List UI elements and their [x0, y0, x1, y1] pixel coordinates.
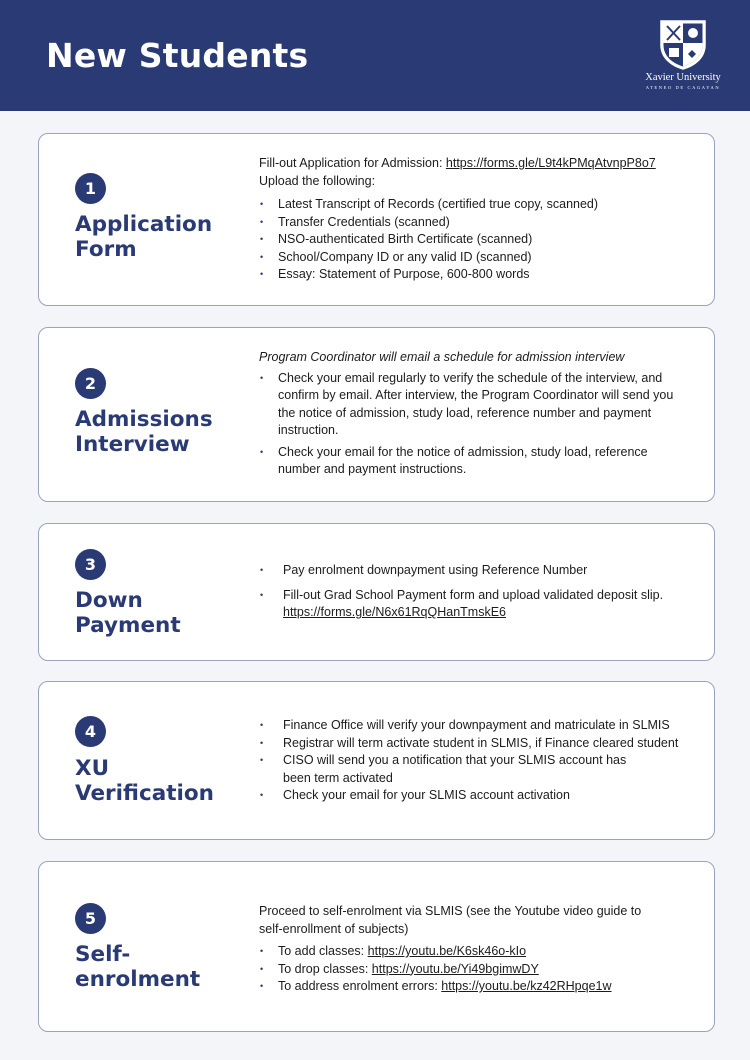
- list-item: • Fill-out Grad School Payment form and upload validated deposit slip. https://forms.gle/N6x61RqQHanTmskE6: [259, 587, 689, 622]
- list-item: • NSO-authenticated Birth Certificate (scanned): [259, 231, 699, 249]
- step-card-xu-verification: [38, 681, 715, 840]
- logo-wordmark: Xavier University: [645, 72, 721, 83]
- step-content: [259, 349, 679, 479]
- step-content: [259, 903, 659, 996]
- list-item: • Finance Office will verify your downpayment and matriculate in SLMIS: [259, 717, 689, 735]
- step-card-admissions-interview: [38, 327, 715, 502]
- list-item: • Transfer Credentials (scanned): [259, 214, 699, 232]
- enrolment-errors-link[interactable]: https://youtu.be/kz42RHpqe1w: [441, 979, 612, 993]
- step-number-badge: 4: [75, 716, 106, 747]
- list-item: • Pay enrolment downpayment using Reference Number: [259, 562, 689, 580]
- xavier-university-logo: [640, 18, 726, 93]
- verification-list: [259, 717, 689, 805]
- step-title: XU Verification: [75, 756, 214, 806]
- list-item: • Check your email regularly to verify the schedule of the interview, and confirm by email. After interview, the Program Coordinator will send you the notice of admission, study load, reference number and payment instruction.: [259, 370, 679, 440]
- step-number-badge: 2: [75, 368, 106, 399]
- step-card-down-payment: [38, 523, 715, 661]
- page-title: New Students: [46, 36, 309, 75]
- step-title: Admissions Interview: [75, 407, 213, 457]
- payment-form-link[interactable]: https://forms.gle/N6x61RqQHanTmskE6: [283, 605, 506, 619]
- page-header: [0, 0, 750, 111]
- list-item: • To address enrolment errors: https://youtu.be/kz42RHpqe1w: [259, 978, 659, 996]
- step-content: [259, 155, 699, 284]
- step-intro-2: Upload the following:: [259, 173, 376, 188]
- list-item: • CISO will send you a notification that your SLMIS account has been term activated: [259, 752, 689, 787]
- video-guide-list: [259, 943, 659, 996]
- add-classes-link[interactable]: https://youtu.be/K6sk46o-kIo: [367, 944, 527, 958]
- drop-classes-link[interactable]: https://youtu.be/Yi49bgimwDY: [371, 961, 539, 976]
- step-title: Self- enrolment: [75, 942, 201, 992]
- step-number-badge: 1: [75, 173, 106, 204]
- step-intro: Program Coordinator will email a schedule for admission interview: [259, 350, 625, 364]
- list-item: • Essay: Statement of Purpose, 600-800 words: [259, 266, 699, 284]
- step-number-badge: 3: [75, 549, 106, 580]
- application-form-link[interactable]: https://forms.gle/L9t4kPMqAtvnpP8o7: [445, 156, 656, 170]
- step-card-application-form: [38, 133, 715, 306]
- shield-crest-icon: [658, 18, 708, 70]
- list-item: • Latest Transcript of Records (certified true copy, scanned): [259, 196, 699, 214]
- requirements-list: [259, 196, 699, 284]
- step-title: Down Payment: [75, 588, 181, 638]
- list-item: • Registrar will term activate student in SLMIS, if Finance cleared student: [259, 735, 689, 753]
- logo-subtitle: ATENEO DE CAGAYAN: [645, 85, 721, 90]
- list-item: • Check your email for the notice of admission, study load, reference number and payment instructions.: [259, 444, 679, 479]
- step-content: [259, 562, 689, 622]
- step-content: [259, 717, 689, 805]
- payment-list: [259, 562, 689, 622]
- list-item: • To add classes: https://youtu.be/K6sk46o-kIo: [259, 943, 659, 961]
- step-title: Application Form: [75, 212, 213, 262]
- step-intro: Fill-out Application for Admission: https://forms.gle/L9t4kPMqAtvnpP8o7: [259, 156, 656, 170]
- step-card-self-enrolment: [38, 861, 715, 1032]
- list-item: • Check your email for your SLMIS account activation: [259, 787, 689, 805]
- list-item: • To drop classes: https://youtu.be/Yi49bgimwDY: [259, 961, 659, 979]
- list-item: • School/Company ID or any valid ID (scanned): [259, 249, 699, 267]
- step-intro: Proceed to self-enrolment via SLMIS (see the Youtube video guide to self-enrollment of subjects): [259, 904, 642, 936]
- step-number-badge: 5: [75, 903, 106, 934]
- instructions-list: [259, 370, 679, 479]
